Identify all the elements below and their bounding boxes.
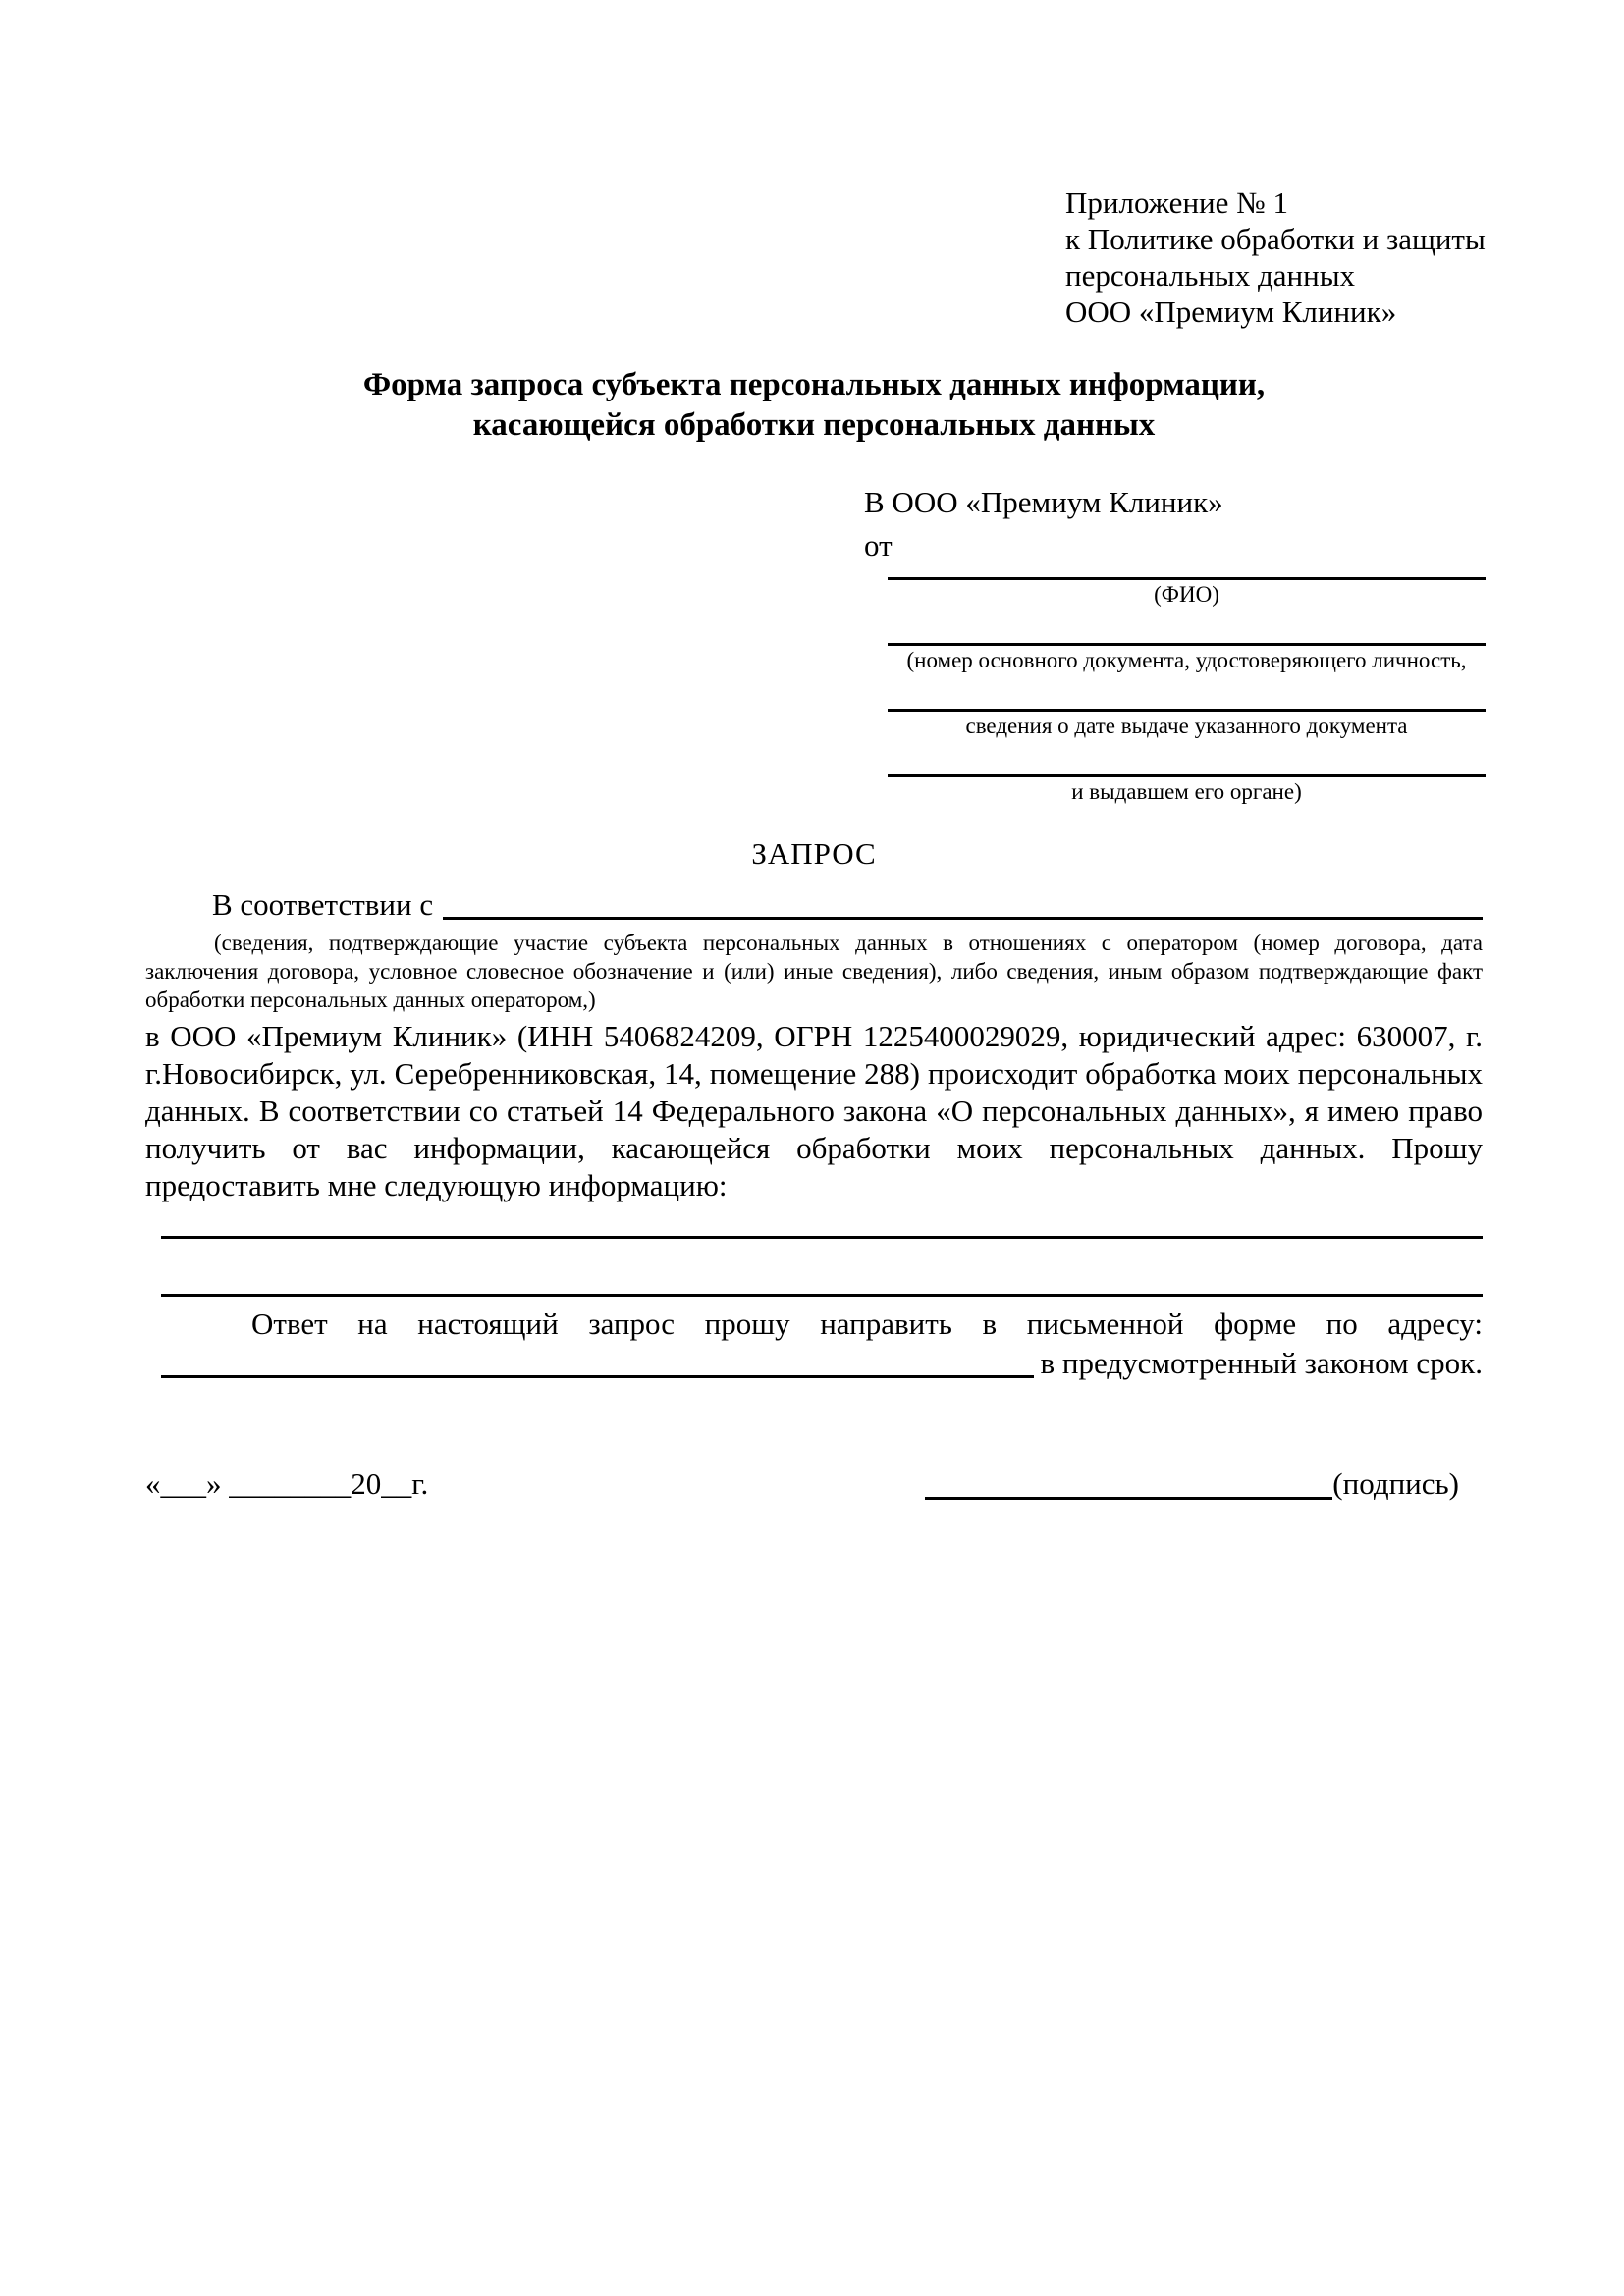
fio-caption: (ФИО)	[1154, 582, 1219, 607]
request-heading: ЗАПРОС	[751, 836, 877, 871]
field-issuing-authority	[888, 741, 1486, 807]
reply-address-row	[161, 1344, 1483, 1383]
signature-caption: (подпись)	[1332, 1467, 1459, 1501]
issuing-authority-caption: и выдавшем его органе)	[1071, 779, 1302, 804]
issue-date-blank-line	[888, 675, 1486, 712]
appendix-header	[1065, 185, 1486, 330]
reply-address-blank-line	[161, 1344, 1034, 1378]
appendix-header-line-1: Приложение № 1	[1065, 186, 1288, 220]
requested-info-blank-line-1	[161, 1236, 1483, 1239]
basis-blank-line	[443, 885, 1483, 920]
request-body-paragraph: в ООО «Премиум Клиник» (ИНН 5406824209, ОГРН 1225400029029, юридический адрес: 630007, г. г.Новосибирск, ул. Серебренниковская, 14, помещение 288) происходит обработка моих персональных данных. В соответствии со статьей 14 Федерального закона «О персональных данных», я имею право получить от вас информации, касающейся обработки моих персональных данных. Прошу предоставить мне следующую информацию:	[145, 1019, 1483, 1202]
footer-spacer	[428, 1464, 925, 1505]
appendix-header-line-3: персональных данных	[1065, 258, 1356, 293]
issuing-authority-blank-line	[888, 741, 1486, 777]
requested-info-blank-line-2	[161, 1294, 1483, 1297]
field-issue-date	[888, 675, 1486, 741]
fio-blank-line	[888, 567, 1486, 580]
document-title-line-2: касающейся обработки персональных данных	[472, 407, 1156, 443]
appendix-header-line-4: ООО «Премиум Клиник»	[1065, 294, 1397, 329]
request-intro-row	[145, 885, 1483, 925]
reply-suffix: в предусмотренный законом срок.	[1040, 1346, 1483, 1380]
request-intro-note: (сведения, подтверждающие участие субъекта персональных данных в отношениях с оператором (номер договора, дата заключения договора, условное словесное обозначение и (или) иные сведения), либо сведения, иным образом подтверждающие факт обработки персональных данных оператором,)	[145, 931, 1483, 1012]
field-document-number	[888, 610, 1486, 675]
issue-date-caption: сведения о дате выдаче указанного документа	[965, 714, 1408, 738]
field-fio	[888, 567, 1486, 610]
signature-blank-line	[925, 1464, 1332, 1500]
document-title	[145, 365, 1483, 446]
recipient-block	[864, 481, 1486, 807]
date-line: «___» ________20__г.	[145, 1467, 429, 1501]
document-number-blank-line	[888, 610, 1486, 646]
request-intro-prefix: В соответствии с	[212, 887, 434, 922]
document-title-line-1: Форма запроса субъекта персональных данных информации,	[362, 367, 1266, 402]
document-number-caption: (номер основного документа, удостоверяющего личность,	[906, 648, 1467, 672]
date-signature-row	[145, 1464, 1483, 1505]
recipient-from-label: от	[864, 528, 893, 562]
reply-request-line: Ответ на настоящий запрос прошу направить в письменной форме по адресу:	[251, 1307, 1483, 1341]
recipient-to: В ООО «Премиум Клиник»	[864, 485, 1223, 519]
appendix-header-line-2: к Политике обработки и защиты	[1065, 222, 1486, 256]
